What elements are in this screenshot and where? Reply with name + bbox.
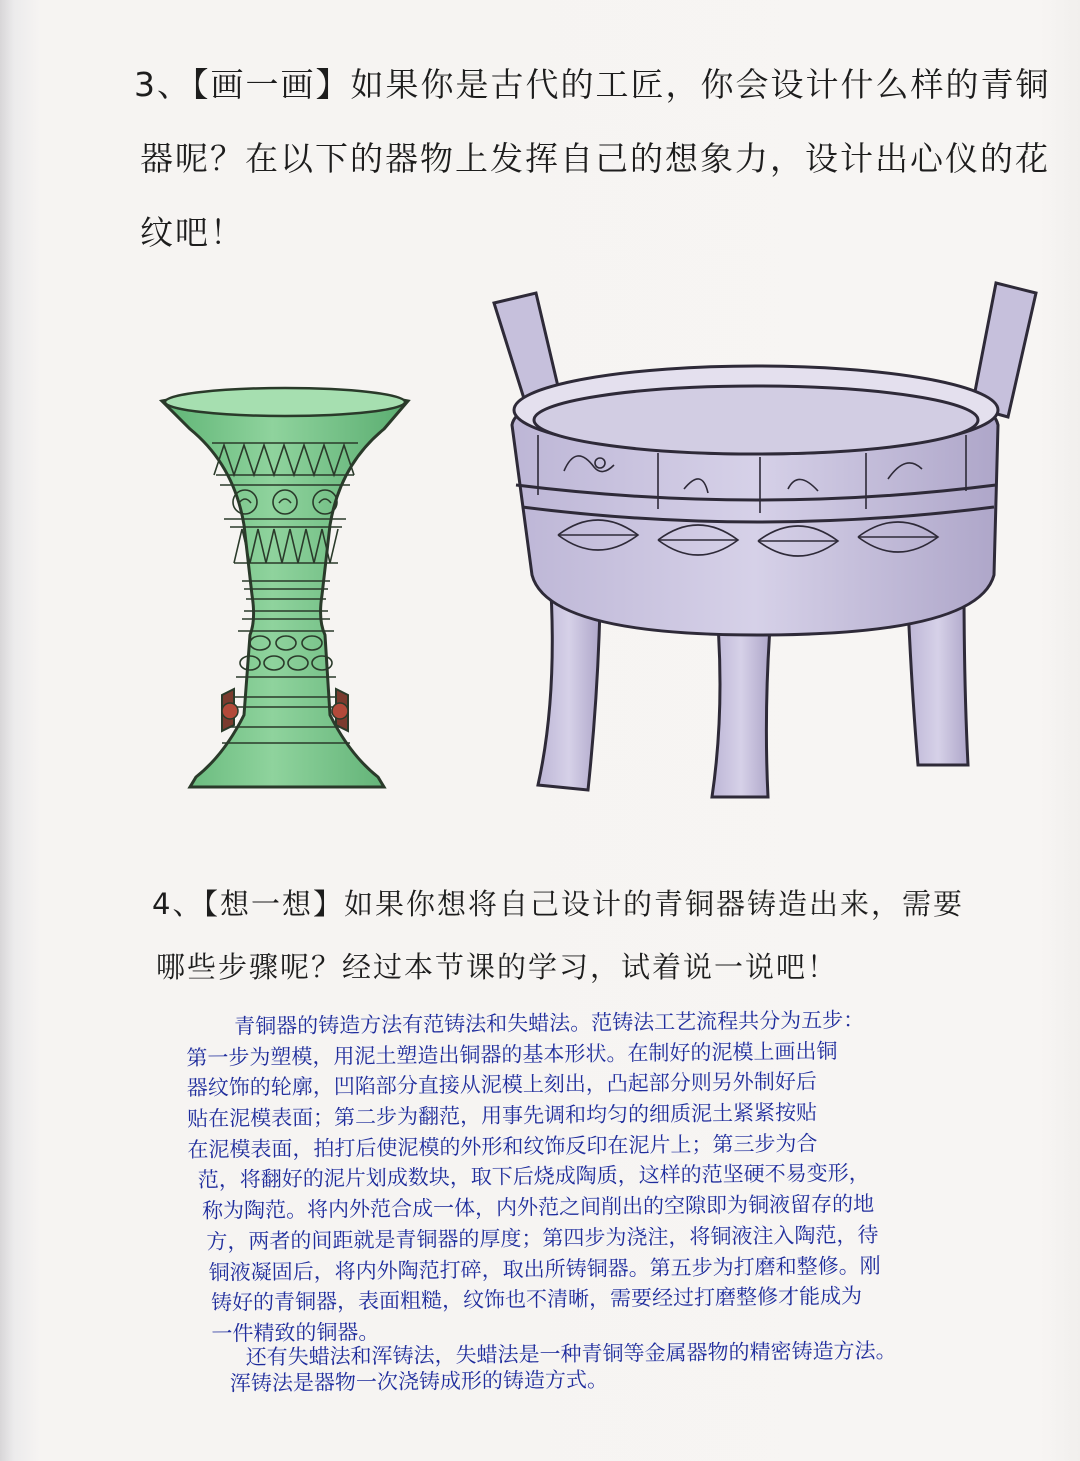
answer-line: 浑铸法是器物一次浇铸成形的铸造方式。 bbox=[229, 1367, 608, 1396]
question4-line2: 哪些步骤呢？经过本节课的学习，试着说一说吧！ bbox=[156, 950, 839, 984]
answer-line: 铸好的青铜器，表面粗糙，纹饰也不清晰，需要经过打磨整修才能成为 bbox=[210, 1284, 863, 1315]
answer-line: 贴在泥模表面；第二步为翻范，用事先调和均匀的细质泥土紧紧按贴 bbox=[186, 1100, 818, 1132]
answer-line: 器纹饰的轮廓，凹陷部分直接从泥模上刻出，凸起部分则另外制好后 bbox=[186, 1069, 817, 1101]
answer-line: 范，将翻好的泥片划成数块，取下后烧成陶质，这样的范坚硬不易变形， bbox=[197, 1161, 870, 1193]
answer-line: 方，两者的间距就是青铜器的厚度；第四步为浇注，将铜液注入陶范，待 bbox=[206, 1222, 879, 1254]
answer-line: 第一步为塑模，用泥土塑造出铜器的基本形状。在制好的泥模上画出铜 bbox=[186, 1038, 838, 1070]
answer-line: 称为陶范。将内外范合成一体，内外范之间削出的空隙即为铜液留存的地 bbox=[201, 1191, 875, 1223]
question3-line3: 纹吧！ bbox=[140, 213, 245, 252]
question4-line1: 4、【想一想】如果你想将自己设计的青铜器铸造出来，需要 bbox=[152, 887, 964, 921]
answer-line: 铜液凝固后，将内外陶范打碎，取出所铸铜器。第五步为打磨和整修。刚 bbox=[208, 1253, 881, 1285]
question3-line1: 3、【画一画】如果你是古代的工匠，你会设计什么样的青铜 bbox=[134, 65, 1051, 104]
gu-vessel-illustration bbox=[150, 385, 420, 795]
question3-line2: 器呢？在以下的器物上发挥自己的想象力，设计出心仪的花 bbox=[140, 139, 1050, 178]
ding-cauldron-illustration bbox=[488, 275, 1048, 815]
answer-line: 还有失蜡法和浑铸法，失蜡法是一种青铜等金属器物的精密铸造方法。 bbox=[245, 1338, 897, 1370]
answer-line: 青铜器的铸造方法有范铸法和失蜡法。范铸法工艺流程共分为五步： bbox=[234, 1007, 865, 1039]
answer-line: 一件精致的铜器。 bbox=[211, 1319, 380, 1346]
handwritten-answer bbox=[186, 1004, 960, 1400]
answer-line: 在泥模表面，拍打后使泥模的外形和纹饰反印在泥片上；第三步为合 bbox=[187, 1131, 818, 1162]
